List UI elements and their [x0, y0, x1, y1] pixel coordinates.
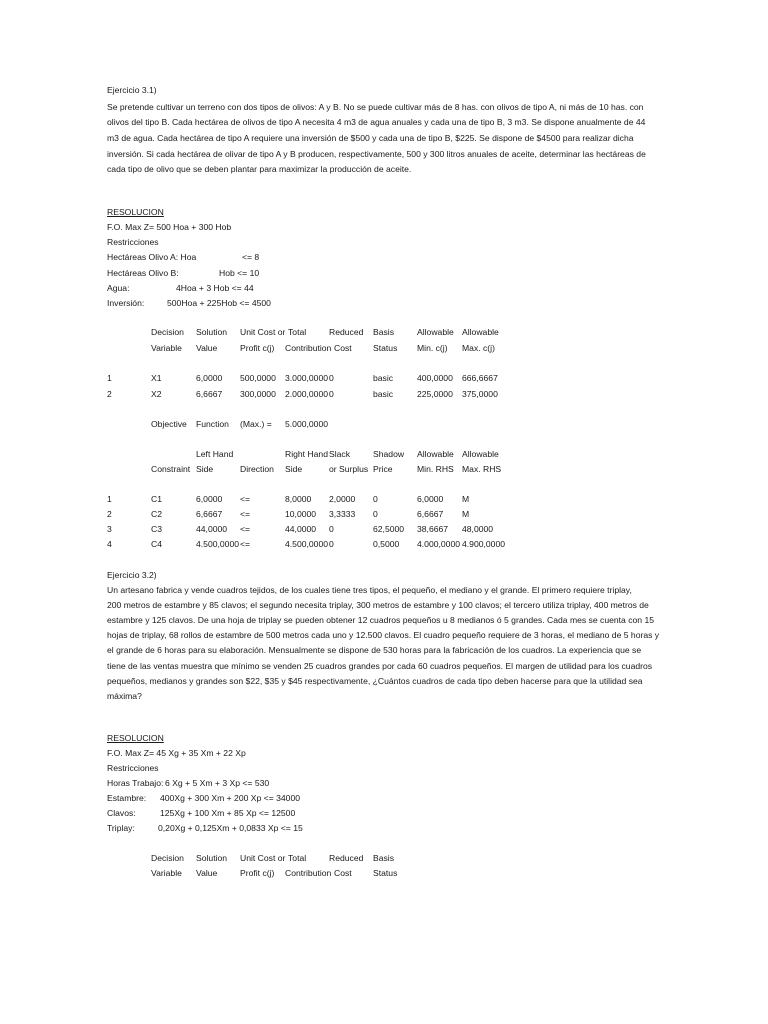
exercise-2-paragraph-line: hojas de triplay, 68 rollos de estambre de 500 metros cada uno y 12.500 clavos. El cuadro pequeño requiere de 3 horas, el mediano de 5 horas y [107, 630, 660, 640]
table-cell: 4 [107, 539, 112, 549]
table-cell: 0 [373, 509, 378, 519]
table-header-cell: Min. c(j) [417, 343, 448, 353]
table-cell: 666,6667 [462, 373, 498, 383]
table-1-header-row [0, 343, 768, 354]
table-1-header-row [0, 327, 768, 338]
table-header-cell: Status [373, 343, 398, 353]
table-cell: basic [373, 389, 394, 399]
constraint-expression: 500Hoa + 225Hob <= 4500 [167, 298, 271, 308]
exercise-2-paragraph-line: estambre y 125 clavos. De una hoja de triplay se pueden obtener 12 cuadros pequeños u 8 medianos ó 5 grandes. Cada mes se cuenta con 15 [107, 615, 655, 625]
table-header-cell: Profit c(j) [240, 343, 275, 353]
constraint-expression: 125Xg + 100 Xm + 85 Xp <= 12500 [160, 808, 296, 818]
table-cell: 2 [107, 509, 112, 519]
table-cell: C2 [151, 509, 162, 519]
constraint-label: Estambre: [107, 793, 147, 803]
table-cell: 225,0000 [417, 389, 453, 399]
objective-value: 5.000,0000 [285, 419, 329, 429]
constraint-row [0, 778, 768, 789]
exercise-1-title: Ejercicio 3.1) [107, 85, 157, 95]
table-header-cell: Total [288, 853, 307, 863]
table-cell: M [462, 494, 470, 504]
exercise-2-paragraph-line: tiene de las ventas muestra que mínimo se venden 25 cuadros grandes por cada 60 cuadros pequeños. El margen de utilidad para los cuadros [107, 661, 653, 671]
table-cell: basic [373, 373, 394, 383]
table-header-cell: Variable [151, 868, 182, 878]
resolution-2-heading: RESOLUCION [107, 733, 164, 743]
table-header-cell: Constraint [151, 464, 191, 474]
table-cell: 1 [107, 494, 112, 504]
table-header-cell: Unit Cost or [240, 853, 286, 863]
constraint-expression: 4Hoa + 3 Hob <= 44 [176, 283, 254, 293]
table-cell: 6,6667 [417, 509, 444, 519]
table-header-cell: Allowable [417, 327, 454, 337]
constraint-row [0, 823, 768, 834]
table-cell: 4.500,0000 [285, 539, 329, 549]
constraint-expression: 0,20Xg + 0,125Xm + 0,0833 Xp <= 15 [158, 823, 303, 833]
constraint-row [0, 252, 768, 263]
constraint-label: Inversión: [107, 298, 145, 308]
constraint-label: Agua: [107, 283, 130, 293]
table-header-cell: Left Hand [196, 449, 234, 459]
constraint-row [0, 283, 768, 294]
table-cell: <= [240, 524, 251, 534]
table-row [0, 524, 768, 535]
table-cell: 4.000,0000 [417, 539, 461, 549]
table-2-header-row [0, 449, 768, 460]
table-cell: 6,6667 [196, 509, 223, 519]
exercise-2-paragraph-line: Un artesano fabrica y vende cuadros tejidos, de los cuales tiene tres tipos, el pequeño, el mediano y el grande. El primero requiere triplay, [107, 585, 632, 595]
table-header-cell: Reduced [329, 853, 364, 863]
table-cell: 2.000,0000 [285, 389, 329, 399]
exercise-2-paragraph-line: el grande de 6 horas para su elaboración. Mensualmente se dispone de 530 horas para la fabricación de los cuadros. La experiencia que se [107, 645, 642, 655]
table-cell: 3.000,0000 [285, 373, 329, 383]
table-cell: 0 [329, 389, 334, 399]
constraint-label: Horas Trabajo: [107, 778, 164, 788]
table-header-cell: Cost [334, 868, 352, 878]
table-header-cell: Status [373, 868, 398, 878]
table-cell: <= [240, 509, 251, 519]
table-header-cell: Allowable [462, 449, 499, 459]
table-row [0, 494, 768, 505]
table-cell: <= [240, 539, 251, 549]
table-cell: C1 [151, 494, 162, 504]
table-cell: 4.900,0000 [462, 539, 506, 549]
constraint-label: Clavos: [107, 808, 136, 818]
table-cell: X1 [151, 373, 162, 383]
exercise-2-paragraph-line: pequeños, medianos y grandes son $22, $35 y $45 respectivamente, ¿Cuántos cuadros de cada tipo deben hacerse para que la utilidad sea [107, 676, 643, 686]
exercise-1-paragraph-line: inversión. Si cada hectárea de olivar de tipo A y B producen, respectivamente, 500 y 300 litros anuales de aceite, determinar las hectáreas de [107, 149, 646, 159]
table-header-cell: Shadow [373, 449, 405, 459]
exercise-2-paragraph-line: máxima? [107, 691, 142, 701]
exercise-2-title: Ejercicio 3.2) [107, 570, 157, 580]
table-header-cell: Price [373, 464, 393, 474]
table-cell: 6,0000 [417, 494, 444, 504]
table-header-cell: Solution [196, 327, 228, 337]
table-header-cell: Value [196, 868, 218, 878]
exercise-1-paragraph-line: cada tipo de olivo que se deben plantar para maximizar la producción de aceite. [107, 164, 412, 174]
objective-cell: Function [196, 419, 229, 429]
table-row [0, 539, 768, 550]
table-header-cell: or Surplus [329, 464, 369, 474]
table-header-cell: Total [288, 327, 307, 337]
table-header-cell: Basis [373, 853, 395, 863]
constraint-expression: 400Xg + 300 Xm + 200 Xp <= 34000 [160, 793, 301, 803]
table-header-cell: Decision [151, 853, 184, 863]
table-cell: 4.500,0000 [196, 539, 240, 549]
constraint-row [0, 808, 768, 819]
table-cell: 1 [107, 373, 112, 383]
table-header-cell: Basis [373, 327, 395, 337]
table-cell: C4 [151, 539, 162, 549]
table-row [0, 509, 768, 520]
table-row [0, 389, 768, 400]
table-cell: 500,0000 [240, 373, 276, 383]
objective-cell: Objective [151, 419, 187, 429]
table-header-cell: Contribution [285, 868, 332, 878]
table-header-cell: Reduced [329, 327, 364, 337]
table-3-header-row [0, 868, 768, 879]
table-cell: 375,0000 [462, 389, 498, 399]
table-cell: 38,6667 [417, 524, 449, 534]
table-header-cell: Value [196, 343, 218, 353]
table-cell: 2 [107, 389, 112, 399]
constraint-expression: <= 8 [242, 252, 260, 262]
table-header-cell: Side [196, 464, 214, 474]
exercise-2-paragraph-line: 200 metros de estambre y 85 clavos; el segundo necesita triplay, 300 metros de estambre y 100 clavos; el tercero utiliza triplay, 400 metros de [107, 600, 649, 610]
table-cell: 44,0000 [285, 524, 317, 534]
constraint-row [0, 793, 768, 804]
table-3-header-row [0, 853, 768, 864]
constraint-label: Hectáreas Olivo A: Hoa [107, 252, 197, 262]
table-cell: 62,5000 [373, 524, 405, 534]
objective-cell: (Max.) = [240, 419, 272, 429]
table-cell: C3 [151, 524, 162, 534]
restrictions-2-label: Restricciones [107, 763, 159, 773]
table-cell: 0 [373, 494, 378, 504]
table-cell: <= [240, 494, 251, 504]
exercise-1-paragraph-line: olivos del tipo B. Cada hectárea de olivos de tipo A necesita 4 m3 de agua anuales y cada una de tipo B, 3 m3. Se dispone anualmente de 44 [107, 117, 646, 127]
table-cell: 2,0000 [329, 494, 356, 504]
table-header-cell: Cost [334, 343, 352, 353]
restrictions-1-label: Restricciones [107, 237, 159, 247]
table-header-cell: Unit Cost or [240, 327, 286, 337]
table-header-cell: Profit c(j) [240, 868, 275, 878]
table-cell: 8,0000 [285, 494, 312, 504]
objective-function-2: F.O. Max Z= 45 Xg + 35 Xm + 22 Xp [107, 748, 246, 758]
constraint-row [0, 268, 768, 279]
table-header-cell: Side [285, 464, 303, 474]
table-cell: 6,6667 [196, 389, 223, 399]
table-cell: 6,0000 [196, 494, 223, 504]
table-cell: 400,0000 [417, 373, 453, 383]
table-header-cell: Solution [196, 853, 228, 863]
table-cell: 44,0000 [196, 524, 228, 534]
table-header-cell: Min. RHS [417, 464, 454, 474]
table-cell: 0 [329, 539, 334, 549]
table-cell: 300,0000 [240, 389, 276, 399]
constraint-label: Triplay: [107, 823, 135, 833]
objective-function-row [0, 419, 768, 430]
table-header-cell: Direction [240, 464, 274, 474]
table-cell: 3,3333 [329, 509, 356, 519]
constraint-expression: 6 Xg + 5 Xm + 3 Xp <= 530 [165, 778, 270, 788]
exercise-1-paragraph-line: Se pretende cultivar un terreno con dos tipos de olivos: A y B. No se puede cultivar más de 8 has. con olivos de tipo A, ni más de 10 has. con [107, 102, 644, 112]
table-header-cell: Allowable [417, 449, 454, 459]
exercise-1-paragraph-line: m3 de agua. Cada hectárea de tipo A requiere una inversión de $500 y cada una de tipo B, $225. Se dispone de $4500 para realizar dicha [107, 133, 634, 143]
table-header-cell: Max. RHS [462, 464, 502, 474]
constraint-row [0, 298, 768, 309]
table-header-cell: Slack [329, 449, 351, 459]
objective-function-1: F.O. Max Z= 500 Hoa + 300 Hob [107, 222, 232, 232]
table-header-cell: Right Hand [285, 449, 328, 459]
table-cell: 10,0000 [285, 509, 317, 519]
table-cell: 0 [329, 524, 334, 534]
table-cell: X2 [151, 389, 162, 399]
constraint-label: Hectáreas Olivo B: [107, 268, 179, 278]
table-header-cell: Variable [151, 343, 182, 353]
table-cell: 48,0000 [462, 524, 494, 534]
table-header-cell: Max. c(j) [462, 343, 495, 353]
table-cell: 0,5000 [373, 539, 400, 549]
resolution-1-heading: RESOLUCION [107, 207, 164, 217]
table-header-cell: Contribution [285, 343, 332, 353]
constraint-expression: Hob <= 10 [219, 268, 260, 278]
table-header-cell: Allowable [462, 327, 499, 337]
table-header-cell: Decision [151, 327, 184, 337]
table-cell: M [462, 509, 470, 519]
table-2-header-row [0, 464, 768, 475]
table-cell: 6,0000 [196, 373, 223, 383]
table-cell: 0 [329, 373, 334, 383]
table-cell: 3 [107, 524, 112, 534]
table-row [0, 373, 768, 384]
